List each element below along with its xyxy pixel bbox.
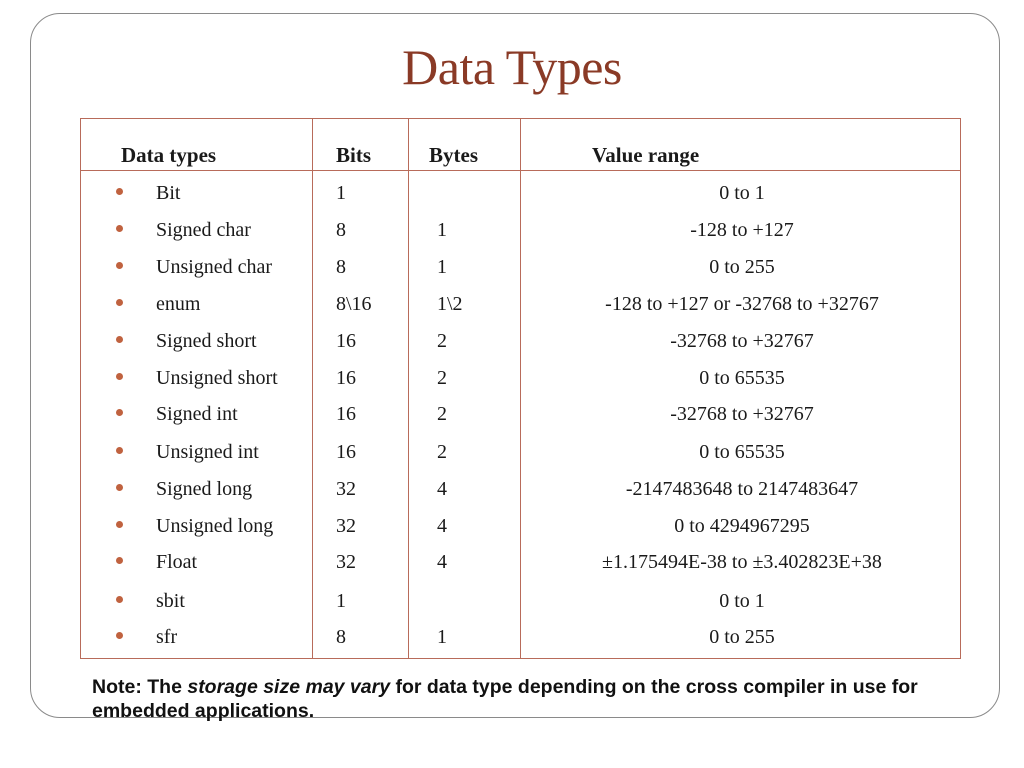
cell-value-range: 0 to 4294967295 [674, 515, 810, 537]
cell-data-type: Float [156, 551, 198, 573]
cell-bytes: 2 [437, 367, 447, 389]
cell-value-range: 0 to 255 [709, 256, 775, 278]
cell-data-type: Unsigned int [156, 441, 259, 463]
cell-bits: 8 [336, 256, 346, 278]
header-bytes: Bytes [429, 143, 478, 167]
cell-value-range: -32768 to +32767 [670, 403, 814, 425]
cell-bytes: 2 [437, 403, 447, 425]
cell-value-range: 0 to 65535 [699, 441, 785, 463]
bullet-icon [116, 409, 123, 416]
cell-bits: 16 [336, 403, 356, 425]
cell-bits: 16 [336, 330, 356, 352]
cell-value-range: -2147483648 to 2147483647 [625, 478, 859, 500]
table-row [81, 399, 960, 429]
bullet-icon [116, 262, 123, 269]
bullet-icon [116, 521, 123, 528]
cell-bytes: 4 [437, 515, 447, 537]
cell-data-type: Signed char [156, 219, 251, 241]
bullet-icon [116, 299, 123, 306]
bullet-icon [116, 557, 123, 564]
cell-bits: 1 [336, 182, 346, 204]
cell-value-range: -128 to +127 [690, 219, 794, 241]
table-row [81, 178, 960, 208]
cell-data-type: Unsigned long [156, 515, 274, 537]
cell-value-range: 0 to 255 [709, 626, 775, 648]
cell-data-type: Signed short [156, 330, 257, 352]
cell-bits: 8\16 [336, 293, 372, 315]
note-suffix: for data type depending on the cross compiler in use for embedded applications. [92, 676, 918, 722]
bullet-icon [116, 225, 123, 232]
cell-bits: 32 [336, 551, 356, 573]
table-row [81, 511, 960, 541]
cell-data-type: Bit [156, 182, 181, 204]
cell-bytes: 1\2 [437, 293, 463, 315]
bullet-icon [116, 484, 123, 491]
cell-bytes: 1 [437, 219, 447, 241]
cell-bytes: 2 [437, 441, 447, 463]
slide-title: Data Types [402, 39, 622, 95]
table-row [81, 586, 960, 616]
table-row [81, 363, 960, 393]
cell-value-range: 0 to 1 [719, 182, 765, 204]
header-bits: Bits [336, 143, 372, 167]
cell-data-type: enum [156, 293, 201, 315]
cell-data-type: Unsigned char [156, 256, 273, 278]
header-data-types: Data types [121, 143, 217, 167]
bullet-icon [116, 596, 123, 603]
cell-bits: 16 [336, 367, 356, 389]
table-row [81, 326, 960, 356]
cell-data-type: sbit [156, 590, 185, 612]
cell-value-range: ±1.175494E-38 to ±3.402823E+38 [602, 551, 882, 573]
cell-data-type: sfr [156, 626, 178, 648]
table-row [81, 437, 960, 467]
bullet-icon [116, 632, 123, 639]
footnote [92, 675, 972, 723]
cell-value-range: 0 to 1 [719, 590, 765, 612]
bullet-icon [116, 188, 123, 195]
note-prefix: Note: The [92, 676, 188, 698]
cell-bits: 32 [336, 478, 356, 500]
data-types-table [80, 118, 961, 659]
cell-bytes: 4 [437, 478, 447, 500]
table-row [81, 547, 960, 577]
cell-bytes: 2 [437, 330, 447, 352]
cell-value-range: 0 to 65535 [699, 367, 785, 389]
table-row [81, 474, 960, 504]
header-divider [81, 170, 960, 171]
bullet-icon [116, 447, 123, 454]
cell-value-range: -32768 to +32767 [670, 330, 814, 352]
table-row [81, 289, 960, 319]
cell-bits: 8 [336, 626, 346, 648]
note-emphasis: storage size may vary [187, 676, 391, 698]
bullet-icon [116, 373, 123, 380]
cell-bytes: 1 [437, 256, 447, 278]
bullet-icon [116, 336, 123, 343]
cell-bytes: 1 [437, 626, 447, 648]
header-value-range: Value range [592, 143, 700, 167]
table-row [81, 622, 960, 652]
cell-bits: 32 [336, 515, 356, 537]
cell-data-type: Signed long [156, 478, 253, 500]
table-row [81, 215, 960, 245]
cell-data-type: Signed int [156, 403, 238, 425]
cell-bits: 16 [336, 441, 356, 463]
cell-data-type: Unsigned short [156, 367, 278, 389]
cell-value-range: -128 to +127 or -32768 to +32767 [605, 293, 879, 315]
cell-bits: 1 [336, 590, 346, 612]
table-row [81, 252, 960, 282]
cell-bytes: 4 [437, 551, 447, 573]
cell-bits: 8 [336, 219, 346, 241]
